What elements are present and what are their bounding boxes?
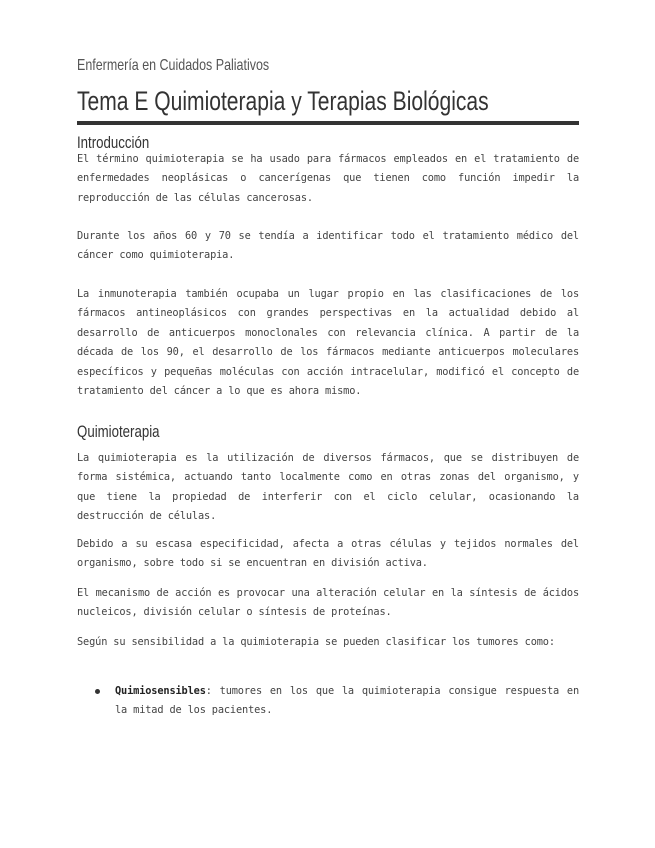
list-item-term: Quimiosensibles [115,685,206,697]
course-name: Enfermería en Cuidados Paliativos [77,57,270,74]
title-divider [77,121,579,125]
paragraph: La inmunoterapia también ocupaba un lugar propio en las clasificaciones de los fármacos antineoplásicos con grandes perspectivas en la actualidad debido al desarrollo de anticuerpos monoclonales con relevancia clínica. A partir de la década de los 90, el desarrollo de los fármacos mediante anticuerpos moleculares específicos y pequeñas moléculas con acción intracelular, modificó el concepto de tratamiento del cáncer a lo que es ahora mismo. [77,288,579,398]
paragraph: La quimioterapia es la utilización de diversos fármacos, que se distribuyen de forma sistémica, actuando tanto localmente como en otras zonas del organismo, y que tiene la propiedad de interferir con el ciclo celular, ocasionando la destrucción de células. [77,452,579,523]
list-item [95,682,579,721]
paragraph: Según su sensibilidad a la quimioterapia se pueden clasificar los tumores como: [77,636,555,648]
list-item-description: : tumores en los que la quimioterapia consigue respuesta en la mitad de los pacientes. [115,685,579,717]
list-item-text [115,682,579,721]
paragraph: Durante los años 60 y 70 se tendía a identificar todo el tratamiento médico del cáncer como quimioterapia. [77,230,579,262]
bullet-icon [95,689,100,694]
section-heading-introduccion: Introducción [77,133,150,152]
paragraph: Debido a su escasa especificidad, afecta a otras células y tejidos normales del organismo, sobre todo si se encuentran en división activa. [77,538,579,570]
paragraph: El término quimioterapia se ha usado para fármacos empleados en el tratamiento de enfermedades neoplásicas o cancerígenas que tienen como función impedir la reproducción de las células cancerosas. [77,153,579,204]
document-title: Tema E Quimioterapia y Terapias Biológicas [77,86,489,116]
section-heading-quimioterapia: Quimioterapia [77,422,160,441]
paragraph: El mecanismo de acción es provocar una alteración celular en la síntesis de ácidos nucleicos, división celular o síntesis de proteínas. [77,587,579,619]
